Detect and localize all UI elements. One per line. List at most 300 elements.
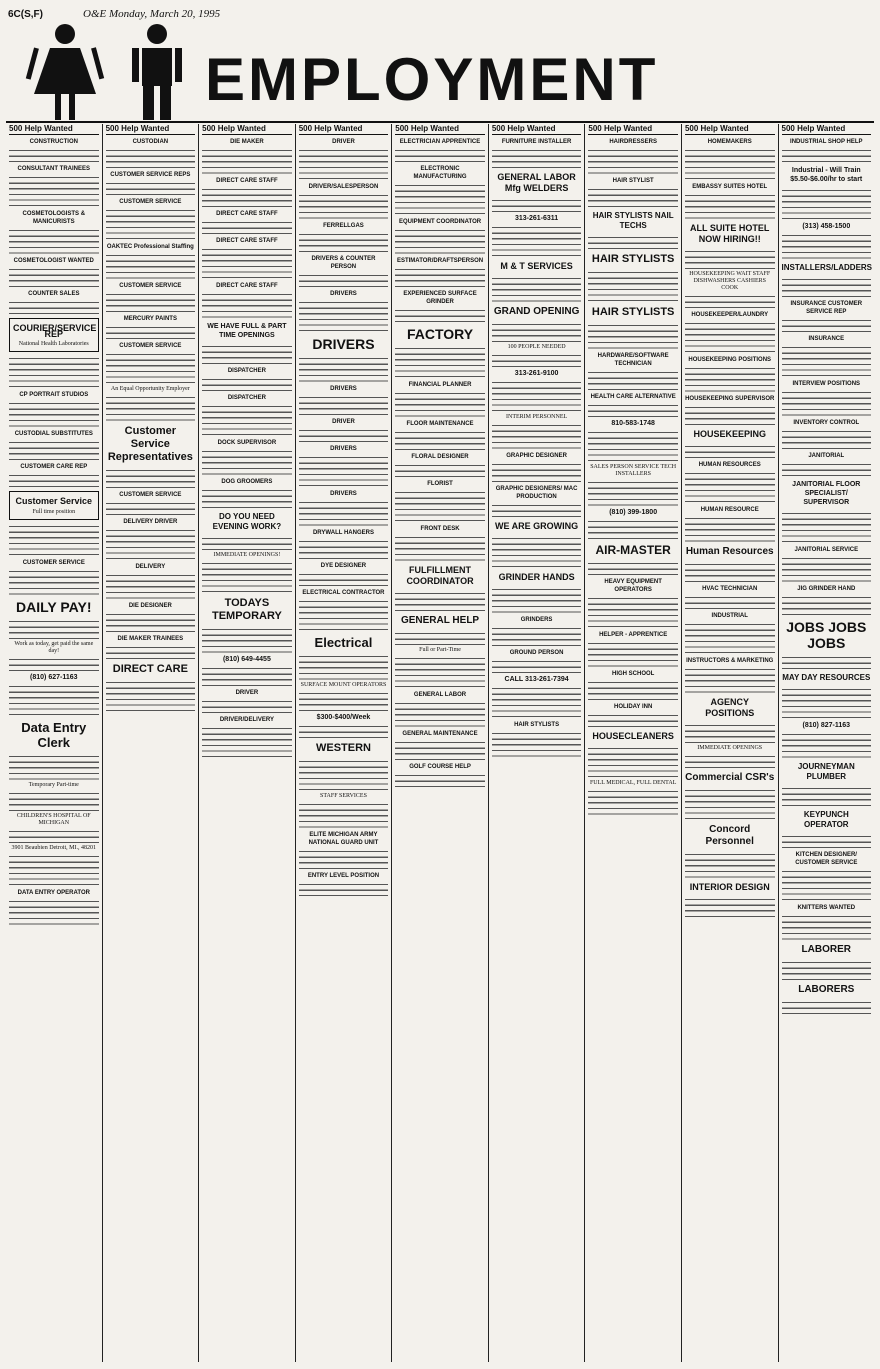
ad-body-texture [492,353,582,367]
ad-body-texture [782,429,872,449]
ad-body-texture [299,300,389,332]
ad-body-texture [299,356,389,382]
ad-heading: DIRECT CARE STAFF [216,238,278,244]
ad-body-texture [782,1000,872,1014]
display-ad-heading: INTERIOR DESIGN [689,882,770,892]
display-ad-heading: ALL SUITE HOTEL NOW HIRING!! [690,223,770,244]
ad-body-texture [9,754,99,780]
ad-heading: FLORAL DESIGNER [411,454,469,460]
ad-subline: Work as today, get paid the same day! [14,640,94,654]
ad-body-texture [9,300,99,314]
column-header: 500 Help Wanted [685,124,775,135]
display-ad-heading: JOURNEYMAN PLUMBER [797,762,855,781]
ad-body-texture [299,759,389,791]
ad-heading: HUMAN RESOURCES [698,462,761,468]
display-ad-heading: JANITORIAL FLOOR SPECIALIST/ SUPERVISOR [792,481,861,506]
ad-body-texture [782,318,872,332]
column-header: 500 Help Wanted [395,124,485,135]
ad-heading: ELECTRICIAN APPRENTICE [399,139,481,145]
ad-body-texture [782,960,872,980]
ad-body-texture [299,599,389,631]
column-header: 500 Help Wanted [782,124,872,135]
boxed-ad-subline: National Health Laboratories [18,341,89,348]
ad-body-texture [782,834,872,848]
display-ad-heading: LABORERS [798,984,855,995]
ad-heading: DIE MAKER [230,139,264,145]
ad-heading: DRIVERS [330,491,357,497]
ad-body-texture [492,148,582,168]
ad-heading: INSURANCE [808,336,845,342]
ad-phone: (810) 827-1163 [802,722,851,729]
ad-body-texture [588,323,678,349]
ad-body-texture [106,468,196,488]
boxed-ad [9,491,99,520]
ad-heading: DRIVER [332,419,355,425]
ad-body-texture [492,659,582,673]
ad-heading: EQUIPMENT COORDINATOR [398,219,482,225]
ad-body-texture [782,277,872,297]
ad-body-texture [685,516,775,542]
ad-heading: DIE MAKER TRAINEES [117,636,184,642]
ad-phone: $300-$400/Week [316,714,371,721]
ad-heading: DISPATCHER [227,395,266,401]
ad-heading: DIRECT CARE STAFF [216,178,278,184]
ad-heading: KNITTERS WANTED [797,905,856,911]
ad-heading: GROUND PERSON [509,650,564,656]
ad-body-texture [782,869,872,901]
ad-heading: HOUSEKEEPING SUPERVISOR [685,396,775,402]
ad-heading: CONSTRUCTION [29,139,78,145]
ad-body-texture [588,713,678,727]
ad-heading: CUSTOMER SERVICE REPS [110,172,191,178]
ad-body-texture [395,346,485,378]
ad-body-texture [685,622,775,654]
ad-body-texture [395,148,485,162]
column-header: 500 Help Wanted [106,124,196,135]
ad-heading: DIE DESIGNER [128,603,172,609]
ad-heading: DRIVER/DELIVERY [219,717,274,723]
ad-body-texture [685,249,775,269]
ad-body-texture [492,626,582,646]
ad-body-texture [106,501,196,515]
ad-heading: EMBASSY SUITES HOTEL [692,184,768,190]
ad-body-texture [588,148,678,174]
ad-body-texture [9,684,99,716]
ad-body-texture [9,829,99,843]
ad-body-texture [492,462,582,482]
ad-body-texture [782,732,872,758]
ad-body-texture [395,267,485,287]
ad-body-texture [588,519,678,539]
ad-subline: HOUSEKEEPING WAIT STAFF DISHWASHERS CASHIERS COOK [689,271,771,291]
ad-heading: FLORIST [427,481,453,487]
ad-body-texture [299,539,389,559]
ad-body-texture [685,471,775,503]
column-7 [585,124,682,1362]
ad-body-texture [299,193,389,219]
ad-body-texture [782,390,872,416]
display-ad-heading: DAILY PAY! [16,598,92,615]
ad-heading: DRIVER [235,690,259,696]
ad-body-texture [395,183,485,215]
ad-body-texture [588,680,678,700]
ad-body-texture [685,405,775,425]
column-2 [103,124,200,1362]
display-ad-heading: MAY DAY RESOURCES [782,673,871,682]
ad-subline: 3901 Beaubien Detroit, MI., 48201 [11,844,97,851]
ad-heading: COSMETOLOGIST WANTED [13,258,94,264]
ad-body-texture [685,667,775,693]
ad-heading: INSTRUCTORS & MARKETING [686,658,774,664]
ad-heading: CUSTOMER SERVICE [119,492,182,498]
display-ad-heading: LABORER [801,944,851,955]
column-header: 500 Help Wanted [492,124,582,135]
ad-body-texture [492,322,582,342]
display-ad-heading: M & T SERVICES [500,261,573,271]
ad-body-texture [9,619,99,639]
column-6 [489,124,586,1362]
display-ad-heading: Data Entry Clerk [21,719,87,750]
ad-heading: COUNTER SALES [28,291,80,297]
ad-body-texture [588,235,678,249]
ad-body-texture [588,403,678,417]
display-ad-heading: AGENCY POSITIONS [705,697,755,718]
ad-body-texture [492,503,582,517]
ad-phone: CALL 313-261-7394 [504,676,569,683]
display-ad-heading: GRAND OPENING [493,306,580,317]
ad-body-texture [299,849,389,869]
ad-body-texture [588,480,678,506]
ad-body-texture [685,366,775,392]
ad-heading: CUSTOMER SERVICE [22,559,85,566]
ad-body-texture [106,612,196,632]
ad-heading: HAIR STYLIST [612,178,654,184]
display-ad-heading: WE ARE GROWING [495,521,579,531]
ad-heading: GOLF COURSE HELP [409,764,471,770]
ad-body-texture [685,294,775,308]
ad-body-texture [782,655,872,669]
section-title: EMPLOYMENT [205,46,659,113]
ad-body-texture [299,802,389,828]
ad-subline: FULL MEDICAL, FULL DENTAL [589,780,677,786]
ad-subline: IMMEDIATE OPENINGS! [213,552,281,558]
ad-heading: HUMAN RESOURCE [700,507,759,513]
ad-heading: DRYWALL HANGERS [312,530,374,536]
ad-body-texture [395,631,485,645]
ad-body-texture [299,148,389,180]
column-8 [682,124,779,1362]
ad-body-texture [685,321,775,353]
column-header: 500 Help Wanted [202,124,292,135]
ad-body-texture [9,356,99,388]
ad-heading: GRAPHIC DESIGNERS/ MAC PRODUCTION [495,486,578,500]
ad-body-texture [9,440,99,460]
ad-body-texture [9,401,99,427]
ad-body-texture [492,686,582,718]
display-ad-heading: HAIR STYLISTS NAIL TECHS [592,211,674,230]
ad-heading: FINANCIAL PLANNER [408,382,472,388]
ad-phone: 313-261-9100 [514,370,559,377]
column-header: 500 Help Wanted [9,124,99,135]
ad-body-texture [782,233,872,259]
ad-body-texture [492,536,582,568]
ad-body-texture [395,228,485,254]
ad-heading: CUSTODIAL SUBSTITUTES [14,431,93,438]
ad-body-texture [492,731,582,757]
ad-subline: Temporary Part-time [28,781,79,788]
ad-body-texture [9,524,99,556]
ad-heading: ENTRY LEVEL POSITION [307,873,380,879]
ad-heading: ELITE MICHIGAN ARMY NATIONAL GUARD UNIT [308,832,379,846]
ad-body-texture [685,852,775,878]
ad-heading: COSMETOLOGISTS & MANICURISTS [22,211,86,225]
display-ad-heading: GENERAL LABOR Mfg WELDERS [497,172,576,193]
ad-phone: 810-583-1748 [611,420,655,427]
ad-body-texture [588,596,678,628]
ad-heading: FLOOR MAINTENANCE [406,421,474,427]
ad-heading: HIGH SCHOOL [611,671,655,677]
ad-heading: FRONT DESK [420,526,460,532]
ad-body-texture [492,380,582,412]
ad-body-texture [299,273,389,287]
ad-heading: GENERAL LABOR [413,692,467,698]
ad-body-texture [202,536,292,550]
ad-body-texture [202,247,292,279]
ad-body-texture [588,641,678,667]
display-ad-heading: FULFILLMENT COORDINATOR [406,565,474,586]
ad-body-texture [685,148,775,180]
ad-body-texture [299,428,389,442]
ad-heading: DELIVERY DRIVER [123,519,178,525]
ad-body-texture [202,404,292,436]
display-ad-heading: AIR-MASTER [595,543,671,557]
ad-body-texture [685,897,775,917]
ad-body-texture [588,789,678,815]
male-figure-icon [112,22,202,122]
ad-body-texture [782,914,872,940]
ad-body-texture [395,773,485,787]
ad-body-texture [299,232,389,252]
display-ad-heading: HAIR STYLISTS [591,306,675,318]
ad-body-texture [588,270,678,302]
ad-phone: (313) 458-1500 [802,223,851,230]
ad-heading: DIRECT CARE STAFF [216,283,278,289]
boxed-ad [9,318,99,352]
display-ad-heading: WESTERN [315,742,371,754]
ad-heading: CONSULTANT TRAINEES [17,166,90,172]
boxed-ad-subline: Full time position [32,508,76,515]
ad-body-texture [202,187,292,207]
ad-heading: DOG GROOMERS [221,479,273,485]
display-ad-heading: DIRECT CARE [112,663,188,675]
display-ad-heading: FACTORY [406,326,474,342]
ad-subline: SURFACE MOUNT OPERATORS [300,682,387,688]
display-ad-heading: HOUSEKEEPING [693,429,766,439]
ad-heading: CUSTOMER SERVICE [119,199,182,205]
column-header: 500 Help Wanted [299,124,389,135]
page-number: 6C(S,F) [8,8,43,20]
ad-heading: HELPER - APPRENTICE [599,632,668,638]
ad-body-texture [299,882,389,896]
ad-body-texture [588,561,678,575]
ad-body-texture [395,490,485,522]
display-ad-heading: KEYPUNCH OPERATOR [803,810,849,829]
ad-body-texture [782,786,872,806]
ad-body-texture [202,220,292,234]
display-ad-heading: GENERAL HELP [400,615,480,626]
display-ad-heading: INSTALLERS/LADDERS [781,263,873,272]
ad-body-texture [782,462,872,476]
display-ad-heading: HAIR STYLISTS [591,253,675,265]
display-ad-heading: Electrical [314,635,373,650]
ad-heading: HEAVY EQUIPMENT OPERATORS [604,579,662,593]
column-header: 500 Help Wanted [588,124,678,135]
ad-body-texture [685,193,775,219]
ad-body-texture [106,528,196,560]
ad-body-texture [299,500,389,526]
ad-body-texture [106,395,196,421]
display-ad-heading: Customer Service Representatives [107,425,193,463]
ad-body-texture [106,645,196,659]
ad-subline: CHILDREN'S HOSPITAL OF MICHIGAN [16,812,91,826]
ad-body-texture [395,391,485,417]
ad-body-texture [9,791,99,811]
ad-body-texture [106,352,196,384]
display-ad-heading: Concord Personnel [705,824,754,847]
ad-heading: ELECTRONIC MANUFACTURING [413,166,467,180]
column-5 [392,124,489,1362]
ad-heading: HAIR STYLISTS [514,722,560,728]
ad-body-texture [106,253,196,279]
ad-body-texture [782,595,872,615]
ad-body-texture [685,562,775,582]
ad-heading: HVAC TECHNICIAN [702,586,758,592]
ad-subline: An Equal Opportunity Employer [110,386,190,392]
ad-body-texture [106,680,196,712]
ad-heading: FURNITURE INSTALLER [501,139,572,145]
ad-body-texture [395,701,485,727]
ad-heading: FERRELLGAS [323,223,364,229]
masthead-rule [6,121,874,123]
ad-heading: INDUSTRIAL [711,613,748,619]
ad-heading: KITCHEN DESIGNER/ CUSTOMER SERVICE [795,852,858,866]
ad-subline: 100 PEOPLE NEEDED [507,344,566,350]
ad-body-texture [299,455,389,487]
display-ad-heading: GRINDER HANDS [498,572,575,582]
ad-body-texture [106,181,196,195]
ad-body-texture [106,573,196,599]
ad-heading: DRIVER [332,139,355,145]
display-ad-heading: Commercial CSR's [685,772,775,783]
ad-subline: INTERIM PERSONNEL [506,414,568,420]
ad-body-texture [202,449,292,475]
ad-body-texture [685,723,775,743]
ad-subline: SALES PERSON SERVICE TECH INSTALLERS [590,464,677,477]
ad-body-texture [782,556,872,582]
ad-heading: CP PORTRAIT STUDIOS [19,392,89,399]
ad-heading: INSURANCE CUSTOMER SERVICE REP [790,301,863,315]
display-ad-heading: TODAYS TEMPORARY [211,597,282,622]
ad-heading: DOCK SUPERVISOR [217,440,277,446]
ad-heading: DRIVERS [330,291,357,297]
ad-body-texture [106,208,196,240]
ad-body-texture [782,148,872,162]
display-ad-heading: JOBS JOBS JOBS [786,619,867,651]
ad-body-texture [202,344,292,364]
classified-columns [6,124,874,1362]
ad-body-texture [299,724,389,738]
ad-heading: DIRECT CARE STAFF [216,211,278,217]
ad-body-texture [202,666,292,686]
ad-phone: (810) 649-4455 [222,656,271,663]
ad-body-texture [9,228,99,254]
ad-heading: DRIVERS [330,386,357,392]
ad-heading: MERCURY PAINTS [123,316,177,322]
ad-body-texture [202,699,292,713]
ad-body-texture [299,691,389,711]
ad-body-texture [685,444,775,458]
ad-body-texture [202,488,292,508]
ad-body-texture [395,535,485,561]
ad-heading: JIG GRINDER HAND [797,586,856,592]
ad-heading: DRIVER/SALESPERSON [308,184,379,190]
ad-heading: OAKTEC Professional Staffing [106,244,194,250]
column-4 [296,124,393,1362]
ad-body-texture [202,726,292,758]
column-1 [6,124,103,1362]
ad-body-texture [395,430,485,450]
ad-body-texture [299,572,389,586]
ad-heading: GRAPHIC DESIGNER [506,453,567,459]
ad-body-texture [106,325,196,339]
ad-heading: ESTIMATOR/DRAFTSPERSON [396,258,484,264]
ad-body-texture [9,899,99,925]
boxed-ad-heading: Customer Service [15,496,93,507]
ad-heading: DYE DESIGNER [320,563,367,569]
display-ad-heading: DRIVERS [312,336,375,352]
ad-body-texture [395,308,485,322]
ad-body-texture [106,292,196,312]
ad-body-texture [492,198,582,212]
ad-phone: (810) 399-1800 [609,509,658,516]
ad-body-texture [492,423,582,449]
ad-body-texture [299,395,389,415]
ad-heading: DATA ENTRY OPERATOR [17,889,90,896]
ad-body-texture [782,687,872,719]
ad-heading: CUSTOMER SERVICE [119,283,182,289]
ad-body-texture [106,148,196,168]
ad-heading: DRIVERS & COUNTER PERSON [311,256,376,270]
ad-heading: HEALTH CARE ALTERNATIVE [590,394,676,400]
ad-heading: CUSTOMER SERVICE [119,343,182,349]
display-ad-heading: DO YOU NEED EVENING WORK? [212,512,282,531]
ad-body-texture [9,148,99,162]
ad-body-texture [395,656,485,688]
ad-body-texture [9,175,99,207]
ad-subline: STAFF SERVICES [320,793,367,799]
female-figure-icon [20,22,110,122]
ad-body-texture [588,746,678,778]
column-9 [779,124,875,1362]
ad-body-texture [202,292,292,318]
ad-heading: HOUSEKEEPING POSITIONS [688,357,772,363]
ad-body-texture [9,473,99,487]
ad-heading: INDUSTRIAL SHOP HELP [790,139,863,145]
ad-heading: GENERAL MAINTENANCE [402,731,478,737]
ad-phone: 313-261-6311 [514,215,559,222]
ad-body-texture [492,587,582,613]
ad-heading: HOMEMAKERS [707,139,752,145]
